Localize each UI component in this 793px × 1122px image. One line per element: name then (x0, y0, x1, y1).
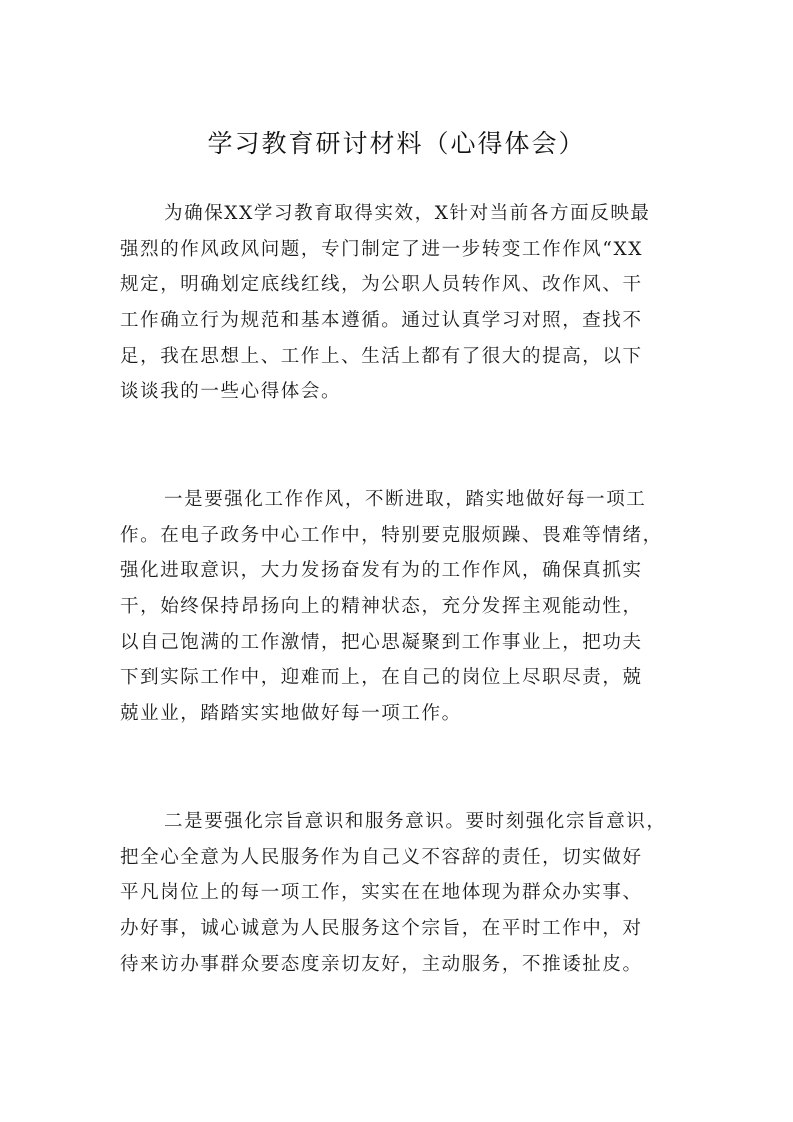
paragraph-line: 足，我在思想上、工作上、生活上都有了很大的提高，以下 (120, 345, 643, 367)
paragraph-line: 兢业业，踏踏实实地做好每一项工作。 (120, 703, 462, 725)
paragraph-line: 工作确立行为规范和基本遵循。通过认真学习对照，查找不 (120, 310, 643, 332)
paragraph-line: 规定，明确划定底线红线，为公职人员转作风、改作风、干 (120, 274, 643, 296)
paragraph-line: 干，始终保持昂扬向上的精神状态，充分发挥主观能动性， (120, 596, 643, 618)
paragraph-line: 把全心全意为人民服务作为自己义不容辞的责任，切实做好 (120, 846, 643, 868)
paragraph-line: 下到实际工作中，迎难而上，在自己的岗位上尽职尽责，兢 (120, 667, 643, 689)
paragraph-2 (120, 482, 680, 732)
paragraph-line: 强烈的作风政风问题，专门制定了进一步转变工作作风“XX (120, 238, 644, 260)
paragraph-line: 办好事，诚心诚意为人民服务这个宗旨，在平时工作中，对 (120, 918, 643, 940)
paragraph-line: 强化进取意识，大力发扬奋发有为的工作作风，确保真抓实 (120, 560, 643, 582)
paragraph-3 (120, 804, 680, 982)
paragraph-line: 平凡岗位上的每一项工作，实实在在地体现为群众办实事、 (120, 882, 643, 904)
paragraph-line: 二是要强化宗旨意识和服务意识。要时刻强化宗旨意识， (164, 811, 667, 832)
paragraph-line: 谈谈我的一些心得体会。 (120, 381, 342, 403)
paragraph-line: 作。在电子政务中心工作中，特别要克服烦躁、畏难等情绪， (120, 524, 663, 546)
paragraph-line: 待来访办事群众要态度亲切友好，主动服务，不推诿扯皮。 (120, 953, 643, 975)
paragraph-line: 为确保XX学习教育取得实效，X针对当前各方面反映最 (164, 203, 651, 224)
paragraph-1 (120, 196, 680, 410)
document-title: 学习教育研讨材料（心得体会） (207, 129, 586, 158)
paragraph-line: 一是要强化工作作风，不断进取，踏实地做好每一项工 (164, 489, 647, 510)
paragraph-line: 以自己饱满的工作激情，把心思凝聚到工作事业上，把功夫 (120, 631, 643, 653)
